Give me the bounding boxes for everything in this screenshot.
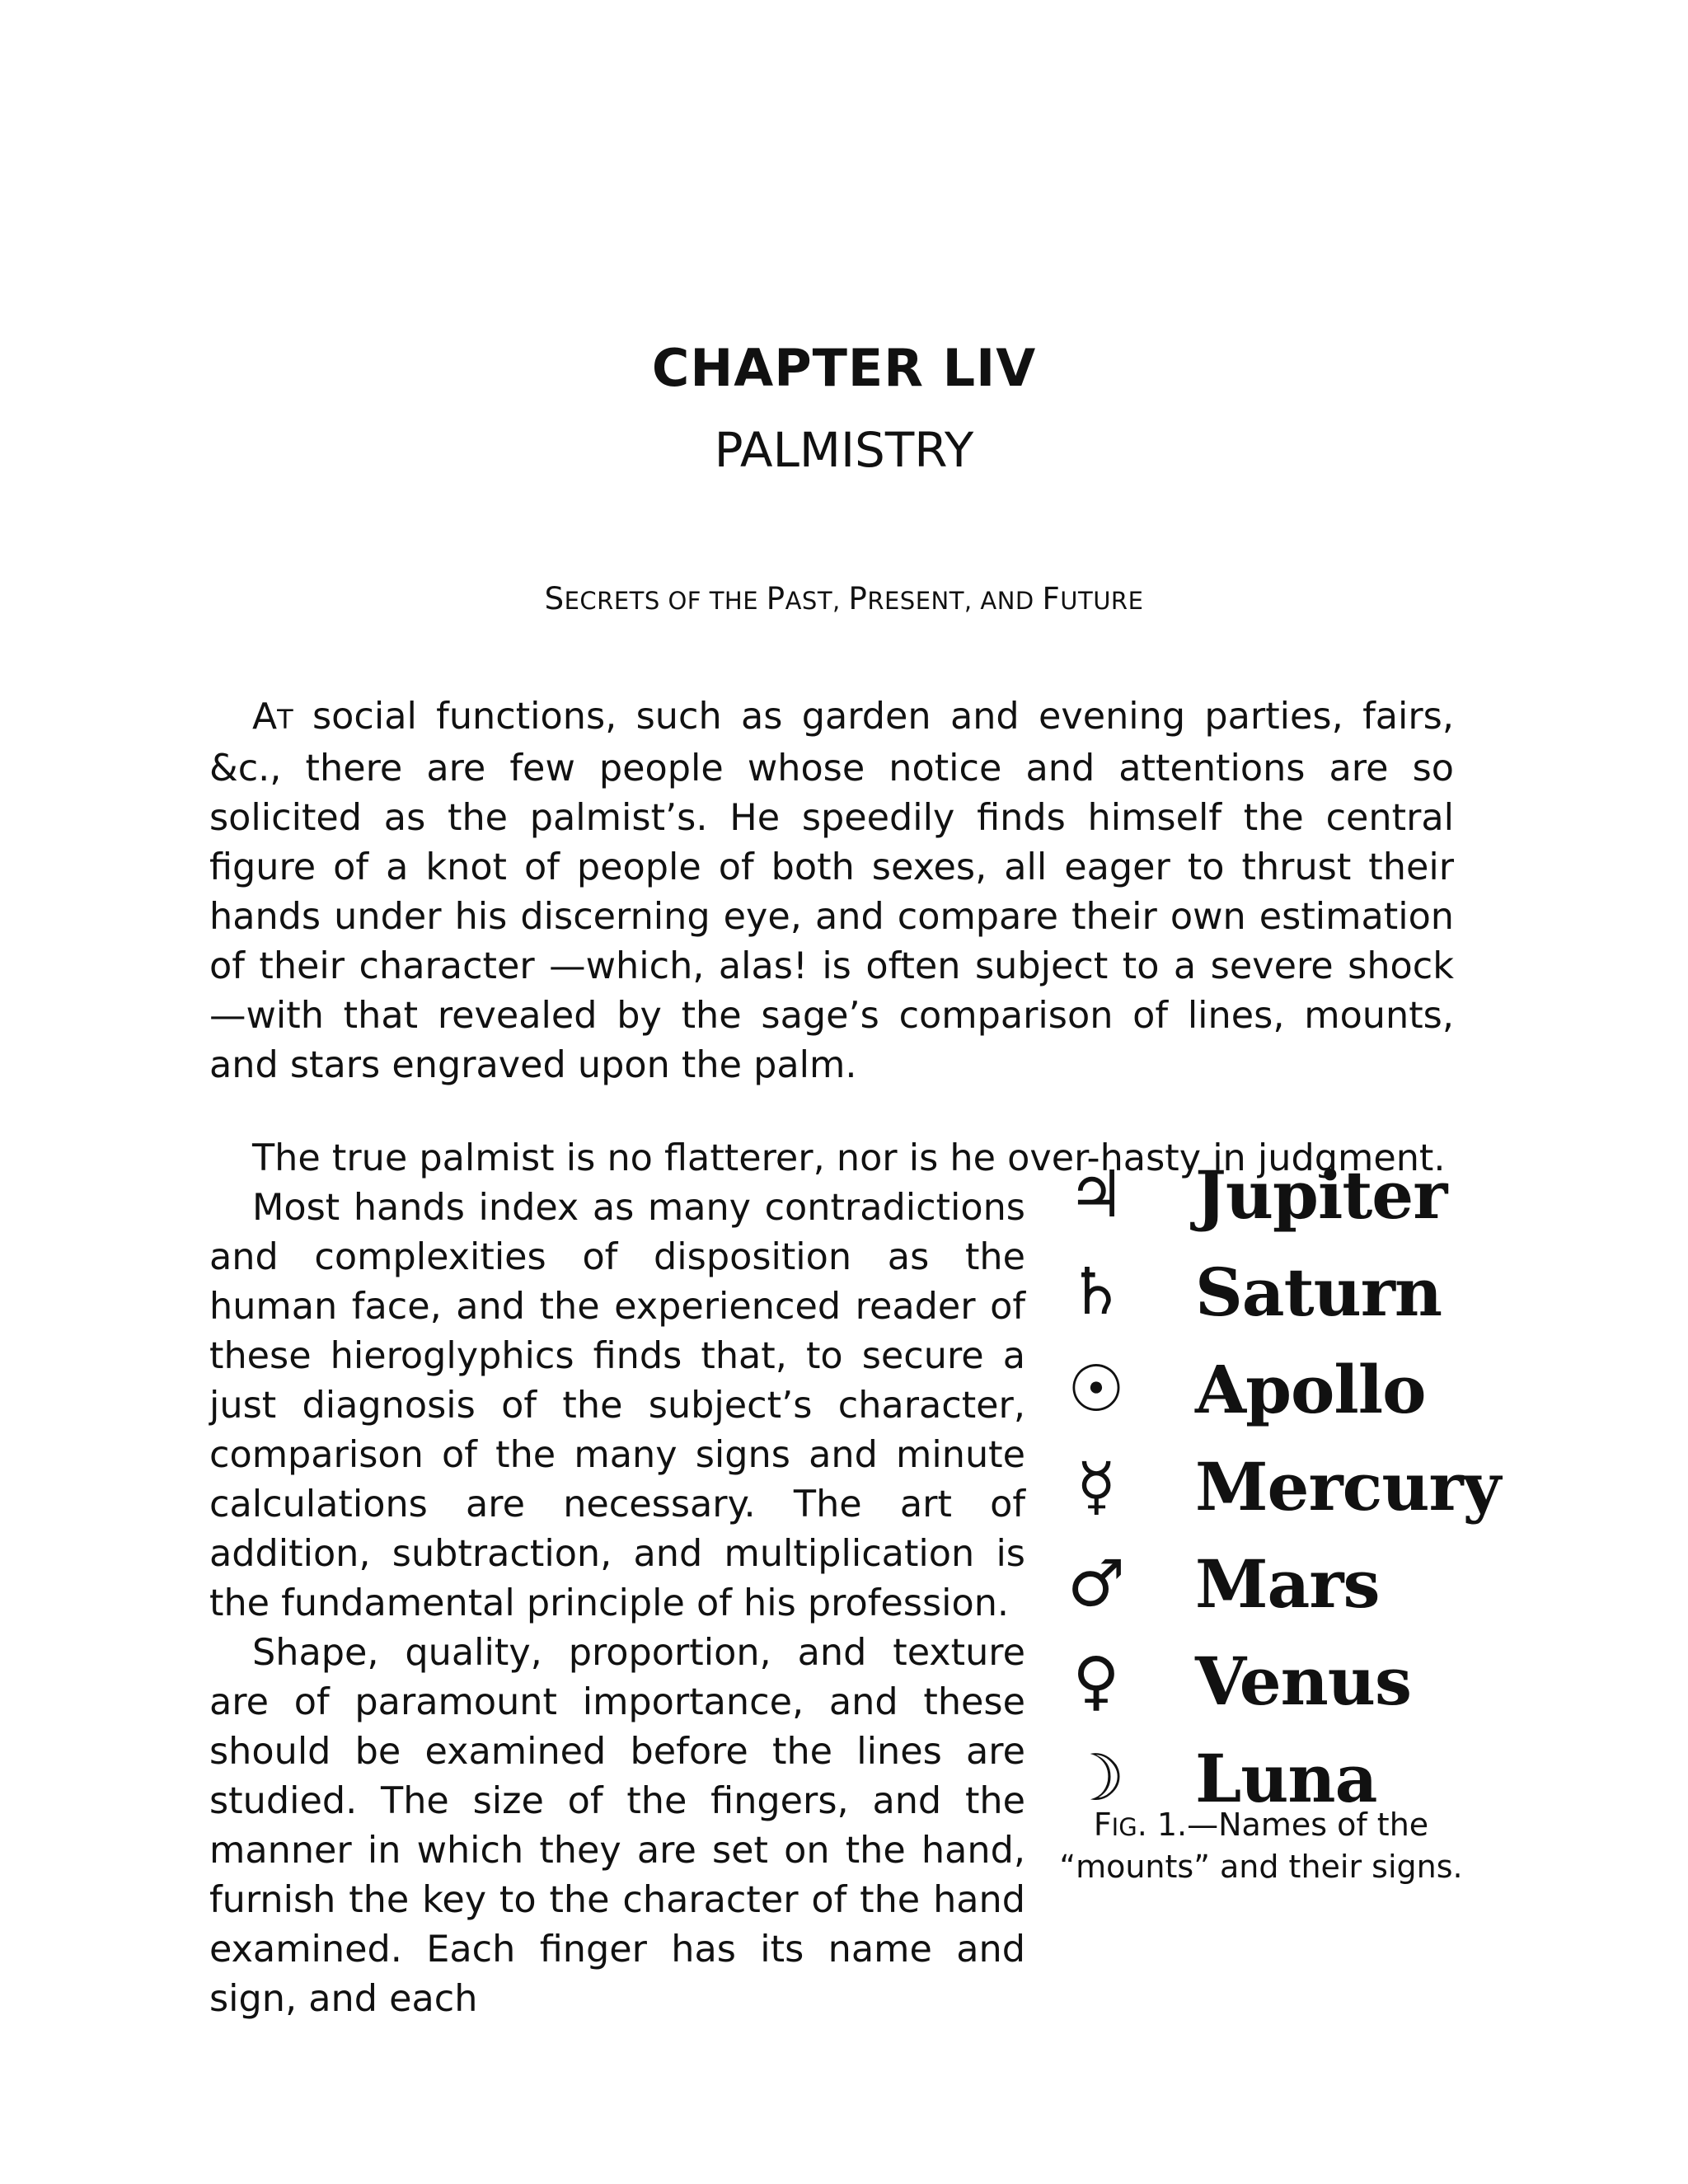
venus-sign-icon: ♀ (1072, 1644, 1120, 1718)
mount-name: Jupiter (1195, 1156, 1447, 1234)
subtitle-rest-2: AST, (785, 587, 849, 615)
moon-sign-icon: ☽ (1067, 1741, 1125, 1816)
paragraph-2: The true palmist is no flatterer, nor is he over-hasty in judgment. (252, 1137, 1446, 1179)
mount-name: Mars (1195, 1545, 1380, 1623)
mount-row-mars (1047, 1539, 1475, 1629)
paragraph-1-initial: A (252, 696, 278, 738)
figure-mounts (1047, 1150, 1501, 1817)
chapter-title: PALMISTRY (714, 422, 974, 478)
mount-row-mercury (1047, 1441, 1501, 1532)
paragraph-1 (209, 692, 1454, 1090)
jupiter-sign-icon: ♃ (1067, 1158, 1125, 1232)
mount-name: Saturn (1195, 1254, 1442, 1331)
paragraph-4: Shape, quality, proportion, and texture are of paramount importance, and these should be examined before the lines are studied. The size of the fingers, and the manner in which they are set on the hand, furnish the key to the character of the hand examined. Each finger has its name and sign, and each (209, 1632, 1025, 2020)
mercury-sign-icon: ☿ (1076, 1450, 1116, 1524)
subtitle-rest-3: RESENT, AND (867, 587, 1043, 615)
paragraph-1-text: social functions, such as garden and evening parties, fairs, &c., there are few people whose notice and attentions are so solicited as the palmist’s. He speedily finds himself the central figure of a knot of people of both sexes, all eager to thrust their hands under his discerning eye, and compare their own estimation of their character —which, alas! is often subject to a severe shock—with that revealed by the sage’s comparison of lines, mounts, and stars engraved upon the palm. (209, 696, 1454, 1086)
text-column (209, 1134, 1025, 2024)
chapter-number: CHAPTER LIV (651, 338, 1037, 398)
mars-sign-icon: ♂ (1067, 1547, 1125, 1621)
caption-line-2: “mounts” and their signs. (1059, 1849, 1463, 1885)
figure-caption (1047, 1805, 1475, 1886)
mount-row-jupiter (1047, 1150, 1475, 1240)
subtitle-cap-1: S (544, 581, 565, 616)
caption-initial: F (1093, 1807, 1112, 1843)
paragraph-1-initial-rest: T (277, 704, 293, 735)
mount-name: Apollo (1195, 1351, 1426, 1428)
subtitle-cap-4: F (1042, 581, 1061, 616)
saturn-sign-icon: ♄ (1067, 1255, 1125, 1329)
caption-initial-rest: IG (1111, 1813, 1137, 1841)
sun-sign-icon: ☉ (1067, 1352, 1125, 1427)
subtitle-rest-4: UTURE (1060, 587, 1144, 615)
mount-name: Venus (1195, 1643, 1411, 1720)
caption-text: . 1.—Names of the (1137, 1807, 1429, 1843)
mount-row-saturn (1047, 1247, 1475, 1338)
mount-row-apollo (1047, 1344, 1475, 1435)
mount-name: Luna (1195, 1740, 1377, 1817)
mount-name: Mercury (1195, 1448, 1501, 1526)
paragraph-3: Most hands index as many contradictions and complexities of disposition as the human face, and the experienced reader of these hieroglyphics finds that, to secure a just diagnosis of the subject’s character, comparison of the many signs and minute calculations are necessary. The art of addition, subtraction, and multiplication is the fundamental principle of his profession. (209, 1187, 1025, 1624)
subtitle-rest-1: ECRETS OF THE (564, 587, 767, 615)
chapter-subtitle (0, 581, 1688, 616)
mount-row-venus (1047, 1636, 1475, 1727)
subtitle-cap-2: P (766, 581, 785, 616)
subtitle-cap-3: P (848, 581, 868, 616)
